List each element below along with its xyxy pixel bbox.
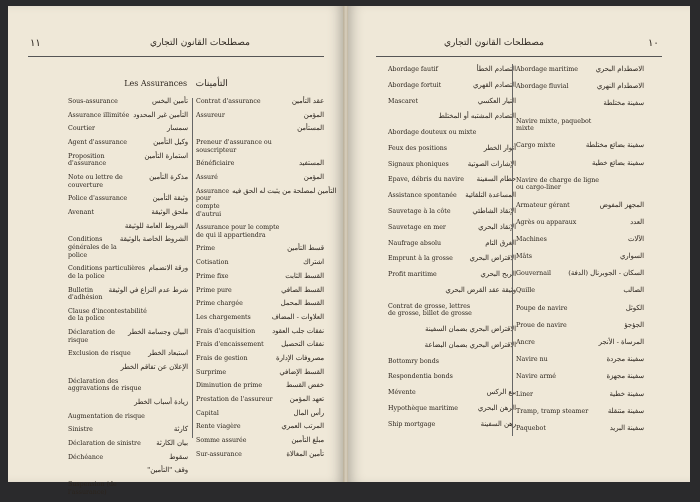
glossary-entry <box>68 174 188 189</box>
term-arabic: الإنقاذ الشاطئي <box>472 207 516 216</box>
glossary-entry <box>516 160 644 168</box>
glossary-entry <box>388 176 516 184</box>
term-arabic: الاقتراض البحري بضمان البضاعة <box>424 340 516 349</box>
term-french: Déclaration de risque <box>68 329 115 344</box>
section-title <box>8 79 344 89</box>
term-french: Avenant <box>68 209 94 216</box>
glossary-entry <box>516 391 644 399</box>
glossary-entry <box>68 364 188 372</box>
glossary-entry <box>388 255 516 263</box>
term-arabic: المستأمن <box>297 124 324 133</box>
term-arabic: رأس المال <box>293 408 324 417</box>
glossary-entry <box>68 139 188 147</box>
term-french: Cargo mixte <box>516 142 556 150</box>
term-arabic: الاصطدام النهري <box>596 82 644 91</box>
term-arabic: سقوط <box>169 452 188 461</box>
glossary-entry <box>388 224 516 232</box>
term-arabic: وثيقة عقد القرض البحري <box>445 285 516 294</box>
running-header: مصطلحات القانون التجاري <box>444 38 544 48</box>
term-french: Navire armé <box>516 373 557 381</box>
term-french: Proposition d'assurance <box>68 152 107 168</box>
term-arabic: ورقة الانضمام <box>148 264 188 273</box>
glossary-entry <box>196 174 324 182</box>
term-french: Assurance pour compte d'autrui <box>196 187 230 218</box>
glossary-entry <box>196 382 324 390</box>
term-french: Frais d'encaissement <box>196 341 264 349</box>
term-french: Diminution de prime <box>196 382 263 390</box>
glossary-entry <box>388 66 516 74</box>
term-french: Prime <box>196 245 215 253</box>
term-french: Abordage maritime <box>516 66 578 73</box>
term-arabic: الشروط الخاصة بالوثيقة <box>119 235 188 244</box>
term-arabic: أنوار الخطر <box>483 143 516 152</box>
left-page <box>8 6 344 496</box>
term-arabic: تعهد المؤمن <box>289 395 324 404</box>
term-french: Somme assurée <box>196 437 247 445</box>
glossary-entry <box>388 240 516 248</box>
term-french: Prestation de l'assureur <box>196 396 273 404</box>
term-french: Contrat de grosse, lettres de grosse, billet de grosse <box>388 302 472 318</box>
term-french: Mâts <box>516 253 532 261</box>
glossary-entry <box>196 341 324 349</box>
term-arabic: سفينة بضائع مختلطة <box>585 141 644 150</box>
term-french: Cotisation <box>196 259 229 267</box>
glossary-entry <box>196 245 324 253</box>
term-arabic: تأمين البخس <box>151 97 188 105</box>
section-title-fr: Les Assurances <box>124 79 188 88</box>
glossary-entry <box>196 369 324 377</box>
glossary-entry <box>196 300 324 308</box>
glossary-column-left <box>388 66 516 437</box>
term-arabic: الجؤجؤ <box>624 320 644 329</box>
term-arabic: الاقتراض البحري بضمان السفينة <box>425 325 516 334</box>
term-arabic: عقد التأمين <box>291 97 324 105</box>
glossary-entry <box>68 265 188 280</box>
term-french: Suspension (de l'assurance) <box>68 481 117 496</box>
term-arabic: الآلات <box>627 234 644 243</box>
glossary-entry <box>196 160 324 168</box>
glossary-entry <box>196 273 324 281</box>
glossary-entry <box>68 153 188 168</box>
glossary-entry <box>68 223 188 231</box>
term-french: Bulletin d'adhésion <box>68 286 103 302</box>
term-arabic: الإعلان عن تفاقم الخطر <box>120 363 188 372</box>
term-arabic: القسط المحمل <box>280 299 324 308</box>
term-french: Signaux phoniques <box>388 160 449 168</box>
term-arabic: الربح البحري <box>480 270 516 279</box>
term-french: Police d'assurance <box>68 195 128 203</box>
term-french: Sauvetage en mer <box>388 223 446 231</box>
column-rule <box>192 98 193 438</box>
term-arabic: المؤمن <box>303 173 324 182</box>
glossary-entry <box>68 399 188 407</box>
term-french: Capital <box>196 409 219 417</box>
glossary-entry <box>68 426 188 434</box>
glossary-entry <box>388 389 516 397</box>
term-arabic: سفينة مختلطة <box>603 99 644 108</box>
term-french: Navire nu <box>516 356 548 364</box>
glossary-entry <box>68 209 188 217</box>
term-french: Mascaret <box>388 97 418 105</box>
glossary-entry <box>196 259 324 267</box>
glossary-entry <box>516 339 644 347</box>
term-french: Sous-assurance <box>68 98 118 105</box>
glossary-entry <box>388 82 516 90</box>
term-french: Frais d'acquisition <box>196 327 256 335</box>
term-arabic: التأمين لمصلحة من يثبت له الحق فيه <box>232 186 337 195</box>
term-arabic: استبعاد الخطر <box>148 349 188 358</box>
term-french: Poupe de navire <box>516 304 568 312</box>
term-arabic: الاصطدام البحري <box>595 65 644 73</box>
term-french: Navire de charge de ligne ou cargo-liner <box>516 176 600 192</box>
term-arabic: المجهز المفوض <box>599 200 644 209</box>
glossary-entry <box>196 355 324 363</box>
term-arabic: وكيل التأمين <box>153 138 188 147</box>
term-arabic: القسط الإضافي <box>279 367 324 376</box>
term-french: Conditions particulières de la police <box>68 265 145 280</box>
glossary-entry <box>516 83 644 91</box>
glossary-entry <box>388 208 516 216</box>
term-arabic: الصالب <box>623 286 644 295</box>
glossary-entry <box>388 271 516 279</box>
glossary-entry <box>388 161 516 169</box>
term-french: Déclaration des aggravations de risque <box>68 377 142 393</box>
term-arabic: الكوثل <box>625 303 644 312</box>
term-arabic: المرساة - الأنجر <box>598 338 644 346</box>
term-arabic: سمسار <box>166 124 188 133</box>
term-french: Quille <box>516 287 535 295</box>
term-arabic: التصادم القهري <box>473 80 516 89</box>
glossary-entry <box>196 112 324 120</box>
term-arabic: سفينة مجردة <box>606 355 644 364</box>
term-arabic: التيار العكسي <box>477 96 516 105</box>
page-number: ١١ <box>30 38 41 49</box>
glossary-entry <box>516 253 644 261</box>
glossary-entry <box>68 467 188 475</box>
glossary-entry <box>388 129 516 137</box>
term-arabic: العدد <box>630 217 644 226</box>
glossary-entry <box>388 113 516 121</box>
term-french: Prime chargée <box>196 300 243 308</box>
column-rule <box>512 64 513 436</box>
glossary-entry <box>68 112 188 120</box>
term-arabic: التصادم الخطأ <box>476 65 516 73</box>
glossary-entry <box>196 437 324 445</box>
term-arabic: القسط الثابت <box>285 271 324 280</box>
term-french: Prime fixe <box>196 272 229 280</box>
term-french: Bénéficiaire <box>196 160 235 168</box>
glossary-entry <box>196 451 324 459</box>
term-arabic: وثيقة التأمين <box>152 194 188 203</box>
glossary-entry <box>516 305 644 313</box>
glossary-entry <box>388 358 516 366</box>
glossary-column-right <box>196 97 337 464</box>
term-french: Rente viagère <box>196 423 241 431</box>
section-title-ar: التأمينات <box>195 79 228 89</box>
glossary-entry <box>196 125 324 133</box>
glossary-column-right <box>516 66 644 442</box>
term-arabic: سفينة البريد <box>609 423 644 432</box>
term-arabic: نفقات جلب العقود <box>272 326 324 335</box>
term-arabic: المرتب العمري <box>281 422 324 431</box>
term-french: Armateur gérant <box>516 201 570 209</box>
glossary-entry <box>196 287 324 295</box>
glossary-entry <box>516 356 644 364</box>
term-french: Assurance pour le compte de qui il appartiendra <box>196 224 280 239</box>
right-page <box>348 6 690 482</box>
term-french: Frais de gestion <box>196 354 248 362</box>
glossary-entry <box>68 236 188 259</box>
glossary-entry <box>516 177 644 192</box>
glossary-entry <box>196 410 324 418</box>
glossary-entry <box>388 145 516 153</box>
glossary-entry <box>516 118 644 133</box>
term-french: Sinistre <box>68 426 93 434</box>
glossary-entry <box>388 342 516 350</box>
glossary-entry <box>68 308 188 323</box>
glossary-entry <box>68 98 188 106</box>
term-arabic: السكان - الجوبرنال (الدفة) <box>568 269 644 278</box>
term-french: Surprime <box>196 368 227 376</box>
term-arabic: مبلغ التأمين <box>291 436 324 445</box>
term-arabic: وقف "التأمين" <box>147 466 188 475</box>
term-arabic: سفينة بضائع خطية <box>591 158 644 167</box>
glossary-entry <box>516 236 644 244</box>
glossary-entry <box>388 373 516 381</box>
term-arabic: اشتراك <box>303 258 324 267</box>
glossary-entry <box>68 413 188 421</box>
glossary-entry <box>388 421 516 429</box>
glossary-entry <box>68 125 188 133</box>
term-french: Emprunt à la grosse <box>388 255 453 263</box>
term-arabic: شرط عدم النزاع في الوثيقة <box>108 285 188 294</box>
term-french: Navire mixte, paquebot mixte <box>516 117 592 133</box>
glossary-entry <box>388 405 516 413</box>
term-french: Tramp, tramp steamer <box>516 407 589 415</box>
term-french: Les chargements <box>196 313 251 321</box>
term-french: Feux des positions <box>388 144 448 152</box>
term-french: Naufrage absolu <box>388 239 442 247</box>
term-arabic: القسط الصافي <box>281 285 324 294</box>
term-arabic: بيان الكارثة <box>156 439 188 448</box>
term-arabic: الشروط العامة للوثيقة <box>124 221 188 230</box>
term-french: Agent d'assurance <box>68 139 127 147</box>
term-french: Note ou lettre de couverture <box>68 174 123 189</box>
term-arabic: المستفيد <box>298 159 324 168</box>
term-french: Epave, débris du navire <box>388 176 464 184</box>
term-french: Contrat d'assurance <box>196 98 261 105</box>
glossary-entry <box>196 328 324 336</box>
term-french: Liner <box>516 390 533 398</box>
term-french: Bottomry bonds <box>388 357 439 365</box>
glossary-entry <box>68 454 188 462</box>
term-french: Clause d'incontestabilité de la police <box>68 307 147 323</box>
glossary-entry <box>516 202 644 210</box>
term-french: Ship mortgage <box>388 420 436 428</box>
term-arabic: المساعدة التلقائية <box>465 191 516 200</box>
glossary-entry <box>516 425 644 433</box>
glossary-entry <box>388 192 516 200</box>
glossary-entry <box>516 322 644 330</box>
term-arabic: البيان وجسامة الخطر <box>127 328 188 337</box>
term-french: Mévente <box>388 389 416 397</box>
glossary-entry <box>516 373 644 381</box>
term-arabic: قسط التأمين <box>287 244 324 253</box>
glossary-entry <box>388 303 516 318</box>
glossary-entry <box>516 66 644 74</box>
glossary-entry <box>68 481 188 496</box>
term-french: Proue de navire <box>516 321 567 329</box>
glossary-column-left <box>68 98 188 502</box>
term-french: Augmentation de risque <box>68 412 145 420</box>
term-french: Prime pure <box>196 286 232 294</box>
term-french: Abordage fluvial <box>516 83 569 91</box>
glossary-entry <box>516 100 644 108</box>
term-arabic: مصروفات الإدارة <box>276 353 324 362</box>
term-french: Sauvetage à la côte <box>388 208 451 216</box>
term-arabic: المؤمن <box>303 110 324 119</box>
header-rule <box>376 56 662 57</box>
term-french: Preneur d'assurance ou souscripteur <box>196 139 272 154</box>
term-arabic: بيع الركس <box>486 388 516 397</box>
glossary-entry <box>388 287 516 295</box>
glossary-entry <box>516 142 644 150</box>
term-arabic: الاقتراض البحري <box>469 254 516 263</box>
glossary-entry <box>68 378 188 393</box>
term-french: Agrès ou apparaux <box>516 218 577 226</box>
header-rule <box>28 56 324 57</box>
glossary-entry <box>388 326 516 334</box>
glossary-entry <box>196 186 337 218</box>
term-french: Déclaration de sinistre <box>68 440 141 448</box>
term-arabic: سفينة خطية <box>609 389 644 398</box>
term-arabic: الرهن البحري <box>477 404 516 412</box>
term-arabic: مذكرة التأمين <box>149 173 188 182</box>
glossary-entry <box>196 423 324 431</box>
term-arabic: ملحق الوثيقة <box>151 208 188 216</box>
term-french: Ancre <box>516 339 535 346</box>
term-arabic: سفينة مجهزة <box>606 372 644 381</box>
term-arabic: التأمين غير المحدود <box>133 110 188 119</box>
term-arabic: تأمين المغالاة <box>286 449 324 458</box>
glossary-entry <box>516 408 644 416</box>
term-arabic: الإنقاذ البحري <box>478 222 516 231</box>
term-french: Déchéance <box>68 453 104 461</box>
term-french: Respondentia bonds <box>388 373 453 381</box>
term-arabic: استمارة التأمين <box>144 151 188 160</box>
term-arabic: نفقات التحصيل <box>281 340 324 349</box>
glossary-entry <box>196 396 324 404</box>
glossary-entry <box>68 287 188 302</box>
term-arabic: خفض القسط <box>285 381 324 390</box>
glossary-entry <box>516 219 644 227</box>
term-arabic: حطام السفينة <box>476 175 516 184</box>
term-french: Machines <box>516 235 547 243</box>
glossary-entry <box>196 98 324 106</box>
term-french: Abordage fortuit <box>388 81 442 89</box>
term-french: Assurance illimitée <box>68 111 130 119</box>
term-french: Abordage douteux ou mixte <box>388 129 477 137</box>
term-french: Hypothèque maritime <box>388 405 458 412</box>
glossary-entry <box>516 270 644 278</box>
term-arabic: زيادة أسباب الخطر <box>134 398 188 407</box>
term-arabic: الغرق التام <box>485 238 516 247</box>
glossary-entry <box>68 350 188 358</box>
term-french: Paquebot <box>516 424 546 432</box>
glossary-entry <box>196 139 324 154</box>
term-arabic: السواري <box>619 252 644 261</box>
term-french: Exclusion de risque <box>68 350 131 358</box>
term-french: Sur-assurance <box>196 450 242 458</box>
glossary-entry <box>196 314 324 322</box>
term-french: Assuré <box>196 174 218 182</box>
glossary-entry <box>68 440 188 448</box>
term-french: Profit maritime <box>388 271 437 279</box>
term-arabic: رهن السفينة <box>480 419 516 428</box>
glossary-entry <box>388 98 516 106</box>
term-arabic: العلاوات - المضاف <box>271 312 324 321</box>
glossary-entry <box>196 224 324 239</box>
term-arabic: الإشارات الصوتية <box>467 159 516 168</box>
term-french: Assistance spontanée <box>388 192 457 200</box>
term-french: Conditions générales de la police <box>68 236 117 259</box>
term-french: Courtier <box>68 125 95 133</box>
glossary-entry <box>68 195 188 203</box>
term-french: Assureur <box>196 111 225 119</box>
glossary-entry <box>68 329 188 344</box>
term-french: Abordage fautif <box>388 66 438 73</box>
term-french: Gouvernail <box>516 270 552 278</box>
glossary-entry <box>516 287 644 295</box>
term-arabic: كارثة <box>173 425 188 434</box>
page-number: ١٠ <box>648 38 659 49</box>
term-arabic: سفينة متنقلة <box>607 406 644 415</box>
running-header: مصطلحات القانون التجاري <box>150 38 250 48</box>
term-arabic: التصادم المشتبه أو المختلط <box>438 112 516 121</box>
